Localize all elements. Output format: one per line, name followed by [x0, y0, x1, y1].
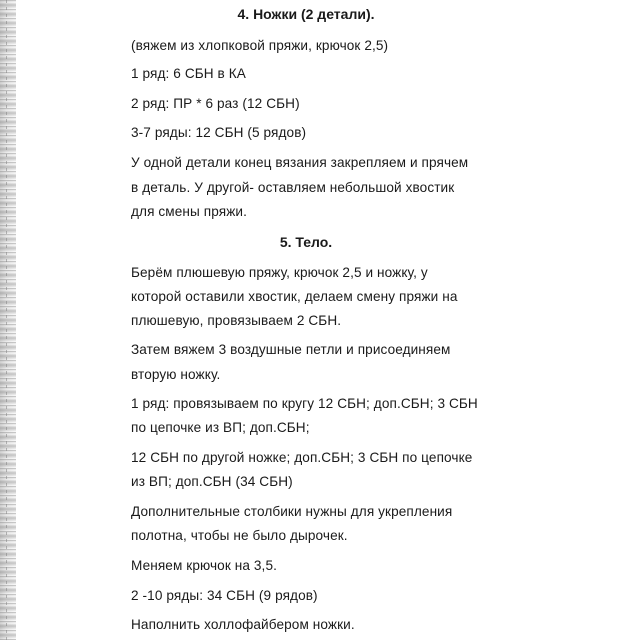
- section-5-line-11: полотна, чтобы не было дырочек.: [131, 528, 348, 543]
- section-5-line-7: по цепочке из ВП; доп.СБН;: [131, 420, 310, 435]
- section-4-line-7: для смены пряжи.: [131, 204, 247, 219]
- section-5-line-9: из ВП; доп.СБН (34 СБН): [131, 474, 293, 489]
- section-5-line-13: 2 -10 ряды: 34 СБН (9 рядов): [131, 588, 318, 603]
- section-5-line-5: вторую ножку.: [131, 367, 221, 382]
- section-5-line-1: Берём плюшевую пряжу, крючок 2,5 и ножку, у: [131, 265, 428, 280]
- section-4-line-3: 2 ряд: ПР * 6 раз (12 СБН): [131, 96, 300, 111]
- scan-edge-line: [6, 0, 7, 640]
- section-4-line-6: в деталь. У другой- оставляем небольшой хвостик: [131, 180, 455, 195]
- section-5-line-2: которой оставили хвостик, делаем смену пряжи на: [131, 289, 458, 304]
- section-5-line-6: 1 ряд: провязываем по кругу 12 СБН; доп.СБН; 3 СБН: [131, 396, 478, 411]
- section-4-heading: 4. Ножки (2 детали).: [237, 6, 375, 22]
- section-5-line-4: Затем вяжем 3 воздушные петли и присоединяем: [131, 342, 451, 357]
- section-4-line-4: 3-7 ряды: 12 СБН (5 рядов): [131, 125, 307, 140]
- section-5-line-8: 12 СБН по другой ножке; доп.СБН; 3 СБН по цепочке: [131, 450, 473, 465]
- scan-edge-shadow: [0, 0, 16, 640]
- section-5-line-14: Наполнить холлофайбером ножки.: [131, 617, 355, 632]
- section-4-line-1: (вяжем из хлопковой пряжи, крючок 2,5): [131, 38, 389, 53]
- section-4-line-2: 1 ряд: 6 СБН в КА: [131, 66, 246, 81]
- section-4-line-5: У одной детали конец вязания закрепляем и прячем: [131, 155, 469, 170]
- section-5-line-10: Дополнительные столбики нужны для укрепления: [131, 504, 453, 519]
- section-5-line-3: плюшевую, провязываем 2 СБН.: [131, 313, 342, 328]
- section-5-line-12: Меняем крючок на 3,5.: [131, 558, 277, 573]
- section-5-heading: 5. Тело.: [279, 234, 333, 250]
